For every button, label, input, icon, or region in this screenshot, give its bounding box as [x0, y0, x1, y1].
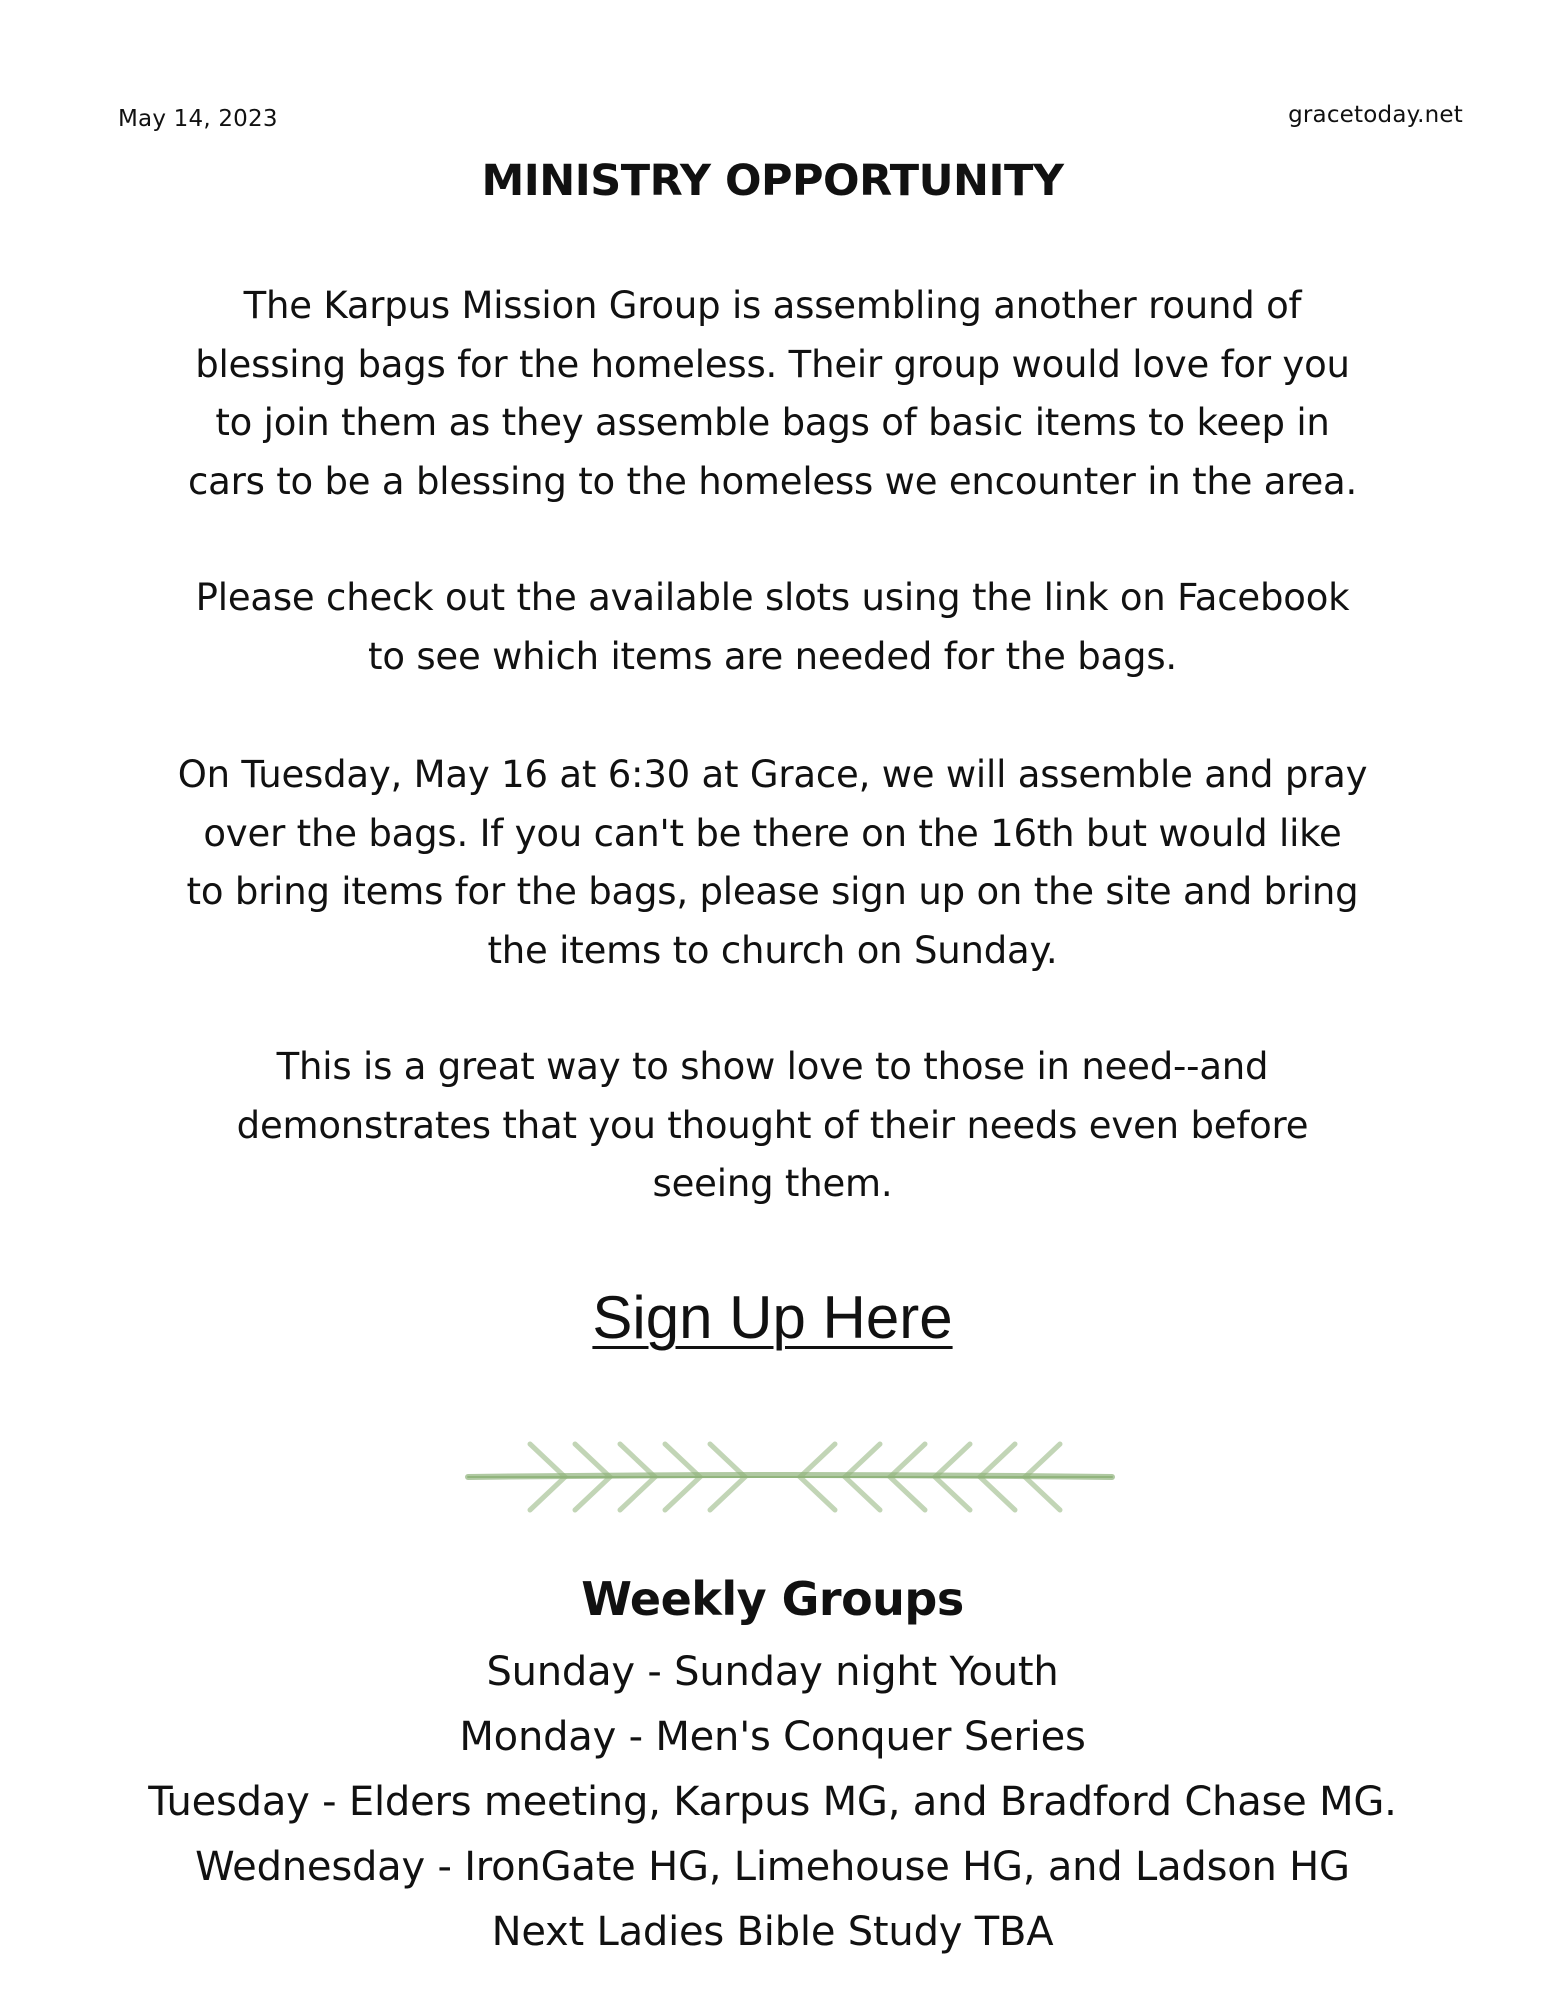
paragraph-line: the items to church on Sunday.	[487, 928, 1058, 972]
paragraph-line: blessing bags for the homeless. Their group would love for you	[195, 342, 1350, 386]
paragraph-line: cars to be a blessing to the homeless we encounter in the area.	[187, 459, 1358, 503]
paragraph-line: to see which items are needed for the bags.	[368, 634, 1177, 678]
paragraph-line: over the bags. If you can't be there on the 16th but would like	[203, 811, 1342, 855]
paragraph-line: demonstrates that you thought of their needs even before	[236, 1103, 1309, 1147]
paragraph-facebook-slots	[60, 569, 1485, 686]
paragraph-line: Please check out the available slots using the link on Facebook	[195, 576, 1350, 619]
weekly-groups-list	[0, 1640, 1545, 1965]
weekly-groups-title: Weekly Groups	[581, 1572, 964, 1626]
paragraph-assembly-date	[60, 746, 1485, 980]
olive-branch-icon	[460, 1432, 1120, 1522]
weekly-group-item: Next Ladies Bible Study TBA	[491, 1909, 1054, 1955]
paragraph-line: This is a great way to show love to those in need--and	[276, 1045, 1269, 1088]
bulletin-date: May 14, 2023	[118, 106, 278, 132]
weekly-group-item: Tuesday - Elders meeting, Karpus MG, and Bradford Chase MG.	[148, 1779, 1397, 1825]
paragraph-line: to bring items for the bags, please sign up on the site and bring	[186, 870, 1359, 913]
paragraph-line: The Karpus Mission Group is assembling another round of	[243, 284, 1302, 327]
weekly-group-item: Sunday - Sunday night Youth	[486, 1649, 1059, 1695]
weekly-group-item: Wednesday - IronGate HG, Limehouse HG, and Ladson HG	[195, 1844, 1350, 1890]
paragraph-line: seeing them.	[652, 1162, 893, 1205]
paragraph-closing	[60, 1038, 1485, 1214]
page-title: MINISTRY OPPORTUNITY	[481, 156, 1064, 206]
weekly-group-item: Monday - Men's Conquer Series	[459, 1714, 1086, 1760]
paragraph-line: to join them as they assemble bags of basic items to keep in	[215, 401, 1330, 444]
paragraph-mission-intro	[60, 277, 1485, 511]
paragraph-line: On Tuesday, May 16 at 6:30 at Grace, we will assemble and pray	[177, 753, 1368, 796]
sign-up-link[interactable]: Sign Up Here	[592, 1284, 953, 1351]
website-url: gracetoday.net	[1288, 102, 1463, 128]
